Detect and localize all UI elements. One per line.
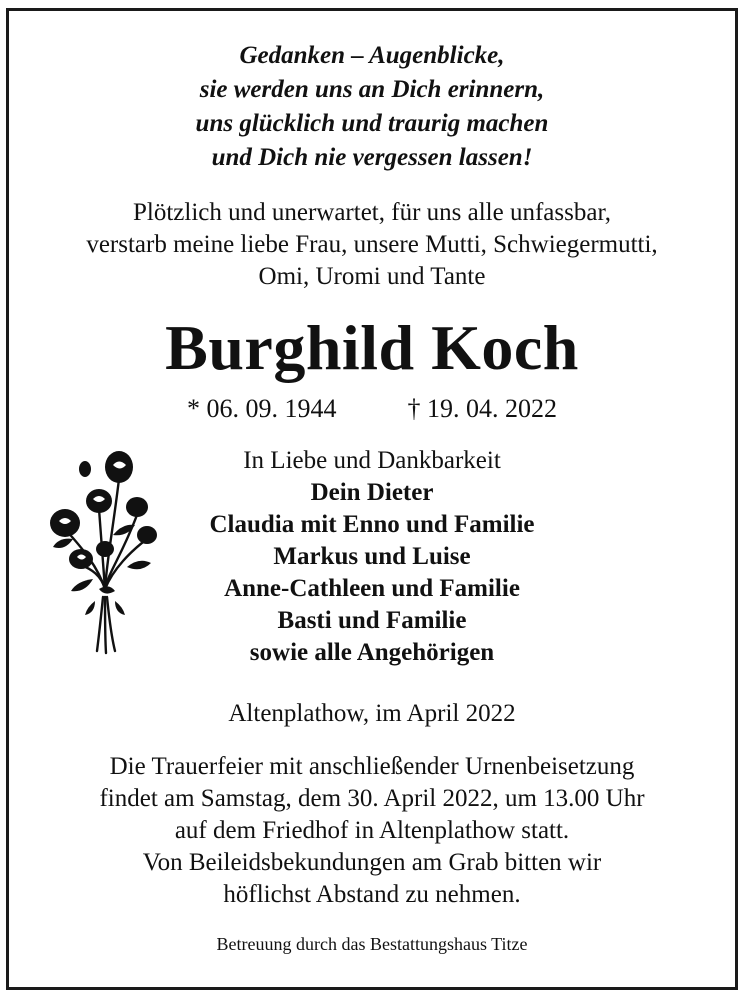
- death-announcement: [9, 197, 735, 293]
- service-line: findet am Samstag, dem 30. April 2022, um 13.00 Uhr: [99, 785, 645, 812]
- death-date: † 19. 04. 2022: [407, 394, 557, 423]
- funeral-home-credit: Betreuung durch das Bestattungshaus Titze: [216, 934, 528, 954]
- intro-line: Plötzlich und unerwartet, für uns alle unfassbar,: [132, 199, 612, 226]
- poem-line: uns glücklich und traurig machen: [195, 110, 549, 137]
- mourner-name: Basti und Familie: [277, 607, 467, 634]
- birth-date: * 06. 09. 1944: [187, 394, 337, 423]
- life-dates: [9, 394, 735, 424]
- mourner-name: Dein Dieter: [310, 479, 434, 506]
- mourner-name: sowie alle Angehörigen: [249, 639, 495, 666]
- place-and-date: Altenplathow, im April 2022: [228, 700, 516, 727]
- mourners-intro: In Liebe und Dankbarkeit: [243, 447, 501, 474]
- mourner-name: Markus und Luise: [273, 543, 471, 570]
- mourners-list: [9, 445, 735, 669]
- service-line: höflichst Abstand zu nehmen.: [223, 881, 521, 908]
- service-line: Von Beileidsbekundungen am Grab bitten wir: [142, 849, 602, 876]
- poem-line: und Dich nie vergessen lassen!: [211, 144, 533, 171]
- deceased-name: Burghild Koch: [165, 312, 579, 383]
- poem-line: sie werden uns an Dich erinnern,: [199, 76, 545, 103]
- mourner-name: Anne-Cathleen und Familie: [224, 575, 520, 602]
- obituary-notice: [6, 8, 738, 990]
- service-line: auf dem Friedhof in Altenplathow statt.: [174, 817, 570, 844]
- intro-line: Omi, Uromi und Tante: [258, 263, 486, 290]
- service-line: Die Trauerfeier mit anschließender Urnenbeisetzung: [109, 753, 635, 780]
- poem-verse: [9, 39, 735, 175]
- intro-line: verstarb meine liebe Frau, unsere Mutti, Schwiegermutti,: [86, 231, 658, 258]
- funeral-service-info: [9, 751, 735, 911]
- mourner-name: Claudia mit Enno und Familie: [209, 511, 535, 538]
- poem-line: Gedanken – Augenblicke,: [239, 42, 505, 69]
